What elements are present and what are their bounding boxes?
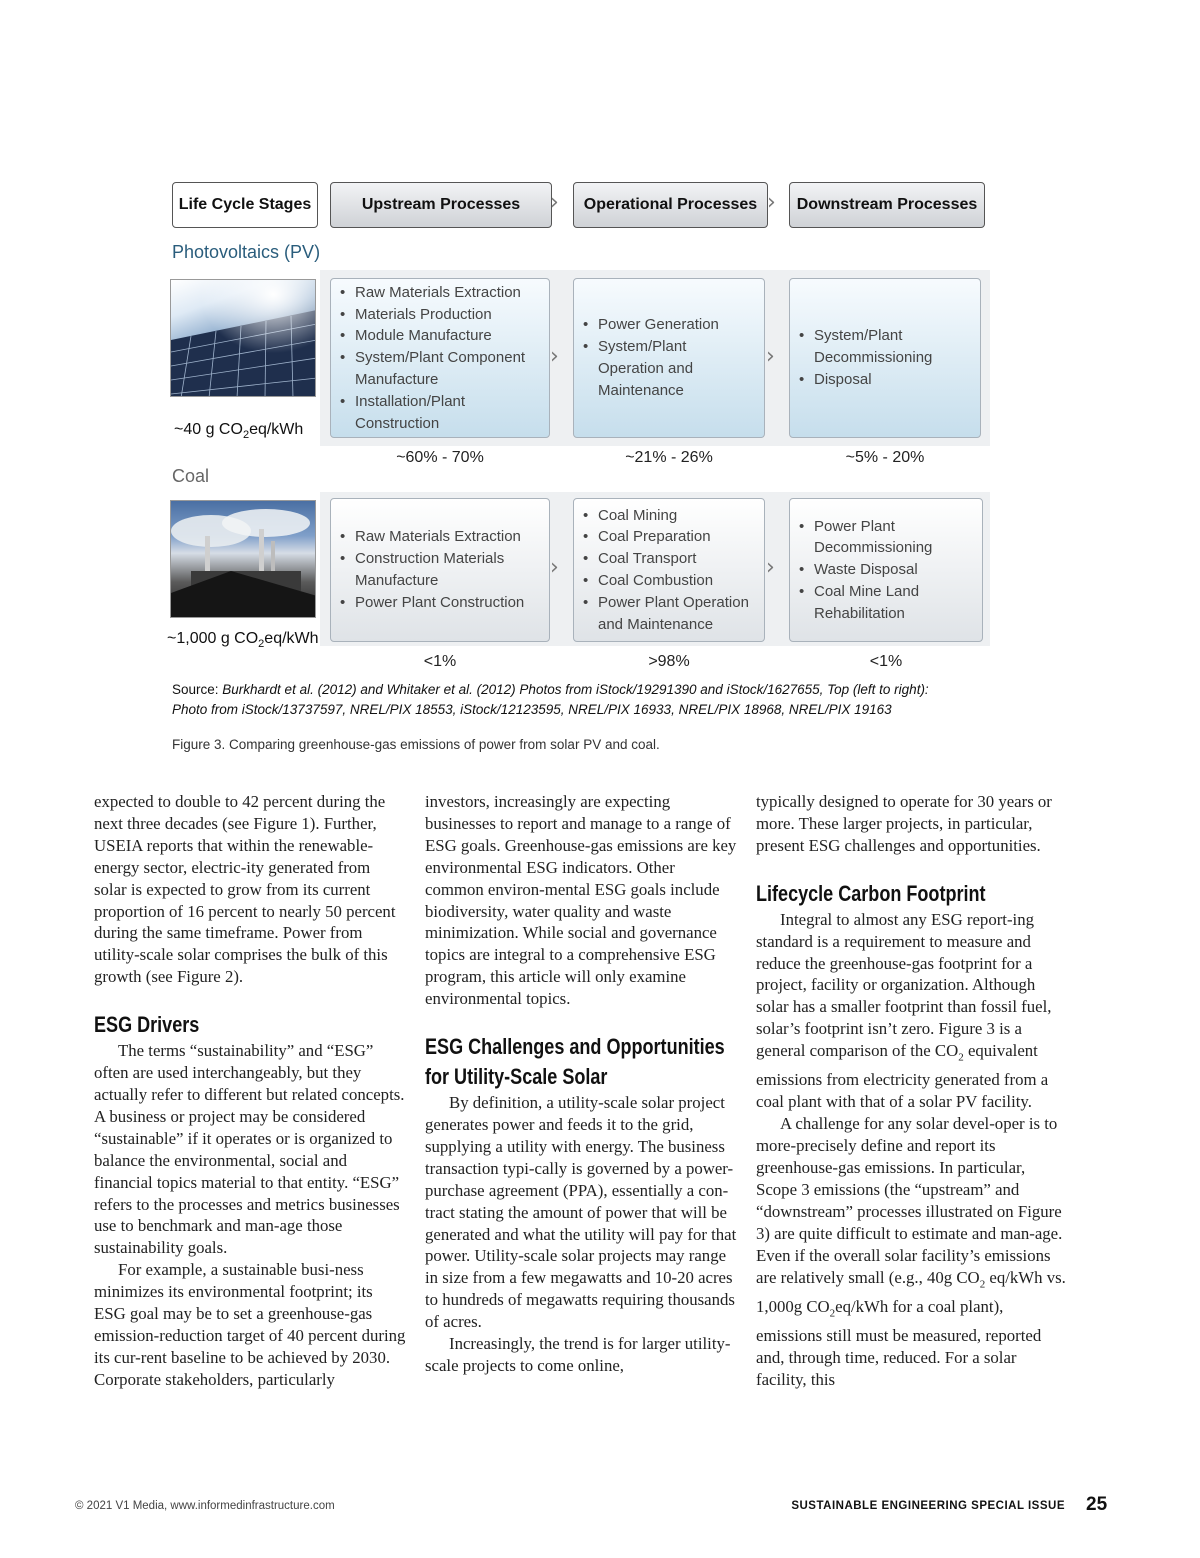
list-item: • Coal Combustion bbox=[582, 570, 756, 592]
coal-operational-percent: >98% bbox=[648, 653, 690, 670]
coal-upstream-percent: <1% bbox=[423, 653, 457, 670]
pv-downstream-box bbox=[789, 278, 981, 438]
stage-life-cycle: Life Cycle Stages bbox=[172, 182, 318, 228]
pv-operational-percent: ~21% - 26% bbox=[625, 449, 713, 466]
coal-plant-photo bbox=[170, 500, 316, 618]
coal-emission: ~1,000 g $CO_2eq$/kWh bbox=[167, 630, 319, 651]
paragraph: By definition, a utility-scale solar project generates power and feeds it to the grid, supplying a utility with energy. The business transaction typi-cally is governed by a power-purchase agreement (PPA), essentially a con-tract stating the amount of power that will be generated and what the utility will pay for that power. Utility-scale solar projects may range in size from a few megawatts and 10-20 acres to hundreds of megawatts requiring thousands of acres. bbox=[425, 1093, 737, 1332]
list-item: • Power Plant Construction bbox=[339, 592, 541, 614]
list-item: • System/Plant Component Manufacture bbox=[339, 347, 541, 391]
coal-downstream-percent: <1% bbox=[869, 653, 903, 670]
coal-operational-box bbox=[573, 498, 765, 642]
coal-upstream-box bbox=[330, 498, 550, 642]
paragraph: For example, a sustainable busi-ness minimizes its environmental footprint; its ESG goal may be to set a greenhouse-gas emission-reduction target of 40 percent during its cur-rent baseline to be achieved by 2030. Corporate stakeholders, particularly bbox=[94, 1260, 406, 1389]
paragraph: expected to double to 42 percent during the next three decades (see Figure 1). Further, USEIA reports that within the renewable-energy sector, electric-ity generated from solar is expected to grow from its current proportion of 16 percent to nearly 50 percent during the same timeframe. Power from utility-scale solar comprises the bulk of this growth (see Figure 2). bbox=[94, 792, 396, 987]
chevron-right-icon: › bbox=[550, 344, 559, 369]
paragraph: The terms “sustainability” and “ESG” often are used interchangeably, but they actually refer to different but related concepts. A business or project may be considered “sustainable” if it operates or is organized to balance the environmental, social and financial topics material to that entity. “ESG” refers to the processes and metrics businesses use to benchmark and man-age those sustainability goals. bbox=[94, 1041, 405, 1258]
chevron-right-icon: › bbox=[766, 555, 775, 580]
chevron-right-icon: › bbox=[767, 190, 776, 215]
article-column-3 bbox=[756, 791, 1068, 1391]
paragraph: Increasingly, the trend is for larger utility-scale projects to come online, bbox=[425, 1334, 731, 1375]
article-column-2 bbox=[425, 791, 737, 1377]
stage-upstream: Upstream Processes bbox=[330, 182, 552, 228]
heading-esg-challenges: ESG Challenges and Opportunities for Utility-Scale Solar bbox=[425, 1034, 725, 1090]
list-item: • Coal Mine Land Rehabilitation bbox=[798, 581, 974, 625]
figure-3 bbox=[0, 0, 1200, 770]
list-item: • Power Generation bbox=[582, 314, 756, 336]
list-item: • Coal Preparation bbox=[582, 526, 756, 548]
heading-esg-drivers: ESG Drivers bbox=[94, 1012, 200, 1038]
list-item: • Power Plant Decommissioning bbox=[798, 516, 974, 560]
stage-operational: Operational Processes bbox=[573, 182, 768, 228]
solar-panel-photo bbox=[170, 279, 316, 397]
footer-copyright: © 2021 V1 Media, www.informedinfrastructure.com bbox=[75, 1500, 335, 1512]
page-number: 25 bbox=[1086, 1494, 1108, 1515]
figure-caption: Figure 3. Comparing greenhouse-gas emissions of power from solar PV and coal. bbox=[172, 737, 660, 752]
list-item: • Disposal bbox=[798, 369, 972, 391]
pv-label: Photovoltaics (PV) bbox=[172, 242, 321, 262]
figure-source: Source: Burkhardt et al. (2012) and Whitaker et al. (2012) Photos from iStock/19291390 and iStock/1627655, Top (left to right): Photo from iStock/13737597, NREL/PIX 18553, iStock/12123595, NREL/PIX 16933, NREL/PIX 18968, NREL/PIX 19163 bbox=[172, 682, 929, 717]
list-item: • Raw Materials Extraction bbox=[339, 526, 541, 548]
list-item: • Raw Materials Extraction bbox=[339, 282, 541, 304]
list-item: • System/Plant Decommissioning bbox=[798, 325, 972, 369]
list-item: • Installation/Plant Construction bbox=[339, 391, 541, 435]
chevron-right-icon: › bbox=[766, 344, 775, 369]
paragraph: investors, increasingly are expecting businesses to report and manage to a range of ESG goals. Greenhouse-gas emissions are key environmental ESG indicators. Other common environ-mental ESG goals include biodiversity, water quality and waste minimization. While social and governance topics are integral to a comprehensive ESG program, this article will only examine environmental topics. bbox=[425, 792, 737, 1009]
paragraph: A challenge for any solar devel-oper is to more-precisely define and report its greenhouse-gas emissions. In particular, Scope 3 emissions (the “upstream” and “downstream” processes illustrated on Figure 3) are quite difficult to estimate and man-age. Even if the overall solar facility’s emissions are relatively small (e.g., 40g $CO_2$ eq/kWh vs. 1,000g $CO_2eq$/kWh for a coal plant), emissions still must be measured, reported and, through time, reduced. For a solar facility, this bbox=[756, 1114, 1066, 1389]
list-item: • Power Plant Operation and Maintenance bbox=[582, 592, 756, 636]
coal-label: Coal bbox=[172, 466, 210, 486]
pv-downstream-percent: ~5% - 20% bbox=[845, 449, 925, 466]
stage-downstream: Downstream Processes bbox=[789, 182, 985, 228]
list-item: • Waste Disposal bbox=[798, 559, 974, 581]
list-item: • Coal Mining bbox=[582, 505, 756, 527]
pv-upstream-percent: ~60% - 70% bbox=[396, 449, 484, 466]
article-column-1 bbox=[94, 791, 406, 1391]
footer-issue-title: SUSTAINABLE ENGINEERING SPECIAL ISSUE bbox=[791, 1500, 1065, 1512]
pv-operational-box bbox=[573, 278, 765, 438]
coal-downstream-box bbox=[789, 498, 983, 642]
chevron-right-icon: › bbox=[550, 555, 559, 580]
pv-upstream-box bbox=[330, 278, 550, 438]
list-item: • System/Plant Operation and Maintenance bbox=[582, 336, 756, 401]
list-item: • Coal Transport bbox=[582, 548, 756, 570]
pv-emission: ~40 g $CO_2eq$/kWh bbox=[174, 421, 304, 442]
list-item: • Materials Production bbox=[339, 304, 541, 326]
heading-lifecycle-carbon-footprint: Lifecycle Carbon Footprint bbox=[756, 880, 986, 906]
chevron-right-icon: › bbox=[550, 190, 559, 215]
list-item: • Module Manufacture bbox=[339, 325, 541, 347]
list-item: • Construction Materials Manufacture bbox=[339, 548, 541, 592]
paragraph: typically designed to operate for 30 years or more. These larger projects, in particular, present ESG challenges and opportunities. bbox=[756, 792, 1052, 855]
paragraph: Integral to almost any ESG report-ing standard is a requirement to measure and reduce the greenhouse-gas footprint for a project, facility or organization. Although solar has a smaller footprint than fossil fuel, solar’s footprint isn’t zero. Figure 3 is a general comparison of the $CO_2$ equivalent emissions from electricity generated from a coal plant with that of a solar PV facility. bbox=[756, 909, 1052, 1112]
